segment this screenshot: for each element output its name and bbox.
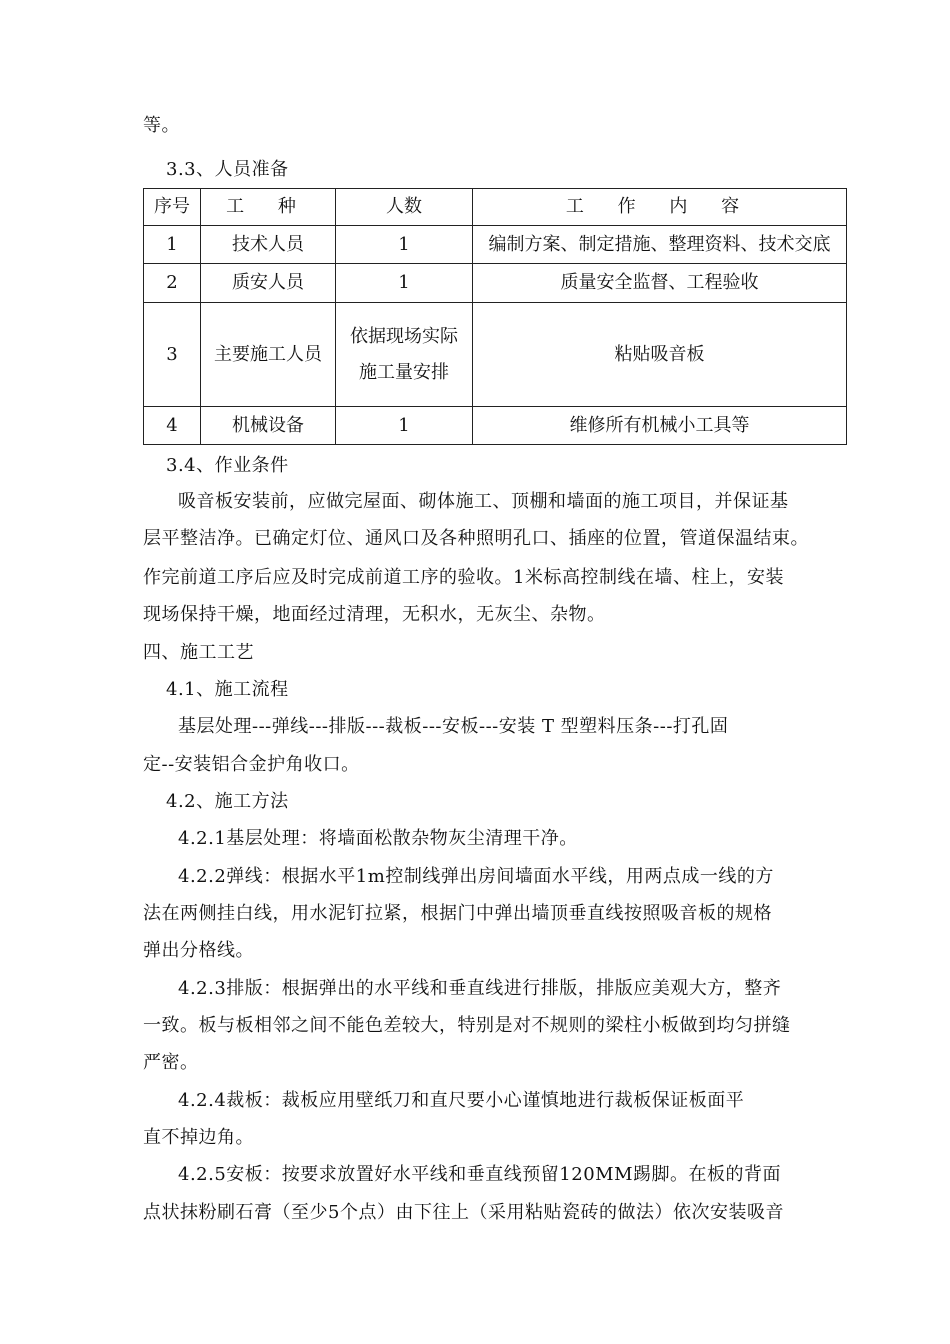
cell-type: 机械设备: [201, 407, 336, 445]
cell-count: 1: [336, 407, 473, 445]
paragraph-line: 一致。板与板相邻之间不能色差较大，特别是对不规则的梁柱小板做到均匀拼缝: [143, 1015, 791, 1036]
cell-no: 3: [144, 303, 201, 407]
paragraph-line: 点状抹粉刷石膏（至少5个点）由下往上（采用粘贴瓷砖的做法）依次安装吸音: [143, 1202, 784, 1223]
cell-count-line2: 施工量安排: [359, 361, 449, 383]
cell-count: 1: [336, 264, 473, 303]
cell-no: 4: [144, 407, 201, 445]
header-no: 序号: [144, 189, 201, 226]
cell-content: 粘贴吸音板: [473, 303, 847, 407]
section-heading: 4.1、施工流程: [166, 679, 289, 700]
cell-count: [336, 303, 473, 407]
section-heading: 3.4、作业条件: [166, 455, 289, 476]
section-heading: 4.2、施工方法: [166, 791, 289, 812]
cell-no: 2: [144, 264, 201, 303]
cell-content: 编制方案、制定措施、整理资料、技术交底: [473, 226, 847, 264]
table-row: [144, 407, 847, 445]
header-type: 工 种: [201, 189, 336, 226]
cell-count-line1: 依据现场实际: [350, 325, 458, 347]
paragraph-line: 层平整洁净。已确定灯位、通风口及各种照明孔口、插座的位置，管道保温结束。: [143, 528, 809, 549]
paragraph-line: 直不掉边角。: [143, 1127, 254, 1148]
paragraph-line: 4.2.1基层处理：将墙面松散杂物灰尘清理干净。: [178, 828, 578, 849]
staff-table: [143, 188, 847, 445]
paragraph-line: 定--安装铝合金护角收口。: [143, 754, 360, 775]
cell-type: 技术人员: [201, 226, 336, 264]
cell-content: 维修所有机械小工具等: [473, 407, 847, 445]
header-content: 工 作 内 容: [473, 189, 847, 226]
table-row: [144, 226, 847, 264]
chapter-heading: 四、施工工艺: [143, 642, 254, 663]
table-row: [144, 264, 847, 303]
table-row: [144, 303, 847, 407]
table-header-row: [144, 189, 847, 226]
paragraph-line: 4.2.3排版：根据弹出的水平线和垂直线进行排版，排版应美观大方，整齐: [178, 978, 782, 999]
header-count: 人数: [336, 189, 473, 226]
cell-type: 主要施工人员: [201, 303, 336, 407]
paragraph-line: 严密。: [143, 1052, 199, 1073]
paragraph-line: 4.2.5安板：按要求放置好水平线和垂直线预留120MM踢脚。在板的背面: [178, 1164, 782, 1185]
cell-type: 质安人员: [201, 264, 336, 303]
paragraph-line: 4.2.2弹线：根据水平1m控制线弹出房间墙面水平线，用两点成一线的方: [178, 866, 774, 887]
paragraph-line: 4.2.4裁板：裁板应用壁纸刀和直尺要小心谨慎地进行裁板保证板面平: [178, 1090, 745, 1111]
text-line: 等。: [143, 115, 180, 136]
paragraph-line: 吸音板安装前，应做完屋面、砌体施工、顶棚和墙面的施工项目，并保证基: [178, 491, 789, 512]
cell-count: 1: [336, 226, 473, 264]
paragraph-line: 现场保持干燥，地面经过清理，无积水，无灰尘、杂物。: [143, 604, 606, 625]
paragraph-line: 法在两侧挂白线，用水泥钉拉紧，根据门中弹出墙顶垂直线按照吸音板的规格: [143, 903, 772, 924]
paragraph-line: 作完前道工序后应及时完成前道工序的验收。1米标高控制线在墙、柱上，安装: [143, 567, 784, 588]
cell-content: 质量安全监督、工程验收: [473, 264, 847, 303]
paragraph-line: 弹出分格线。: [143, 940, 254, 961]
section-heading: 3.3、人员准备: [166, 159, 289, 180]
paragraph-line: 基层处理---弹线---排版---裁板---安板---安装 T 型塑料压条---打孔固: [178, 716, 729, 737]
cell-no: 1: [144, 226, 201, 264]
